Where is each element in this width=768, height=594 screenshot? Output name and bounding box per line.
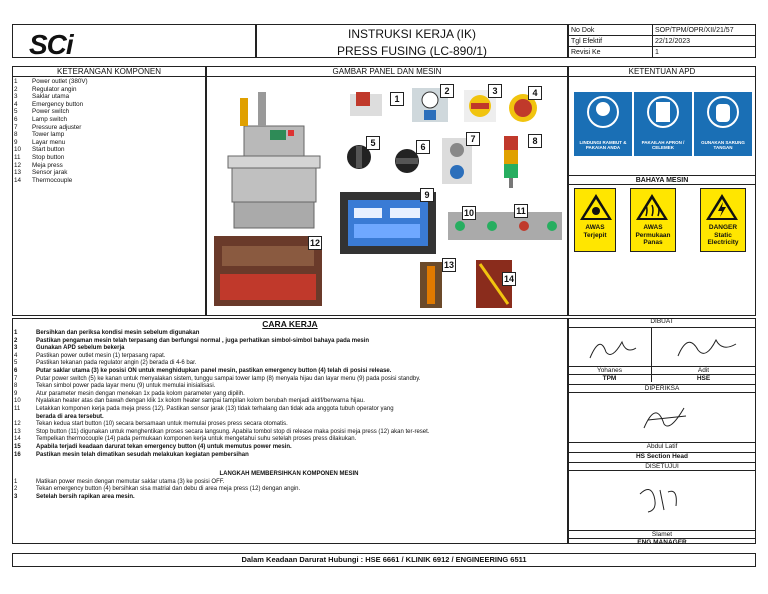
pinch-hazard-icon: [578, 192, 614, 222]
list-item: 6 Lamp switch: [14, 115, 67, 123]
badge-2: 2: [440, 84, 454, 98]
glove-icon: [694, 92, 752, 132]
company-logo: SCi: [29, 29, 73, 60]
list-item: 14 Tempelkan thermocouple (14) pada permukaan komponen kerja untuk mengetahui suhu setelah proses press dilakukan.: [14, 436, 357, 443]
badge-13: 13: [443, 260, 454, 270]
list-item: 3 Setelah bersih rapikan area mesin.: [14, 493, 135, 500]
component-list: [14, 78, 88, 184]
list-item: 5 Power switch: [14, 108, 70, 116]
tower-lamp-photo: [498, 134, 524, 190]
signature-yohanes: [582, 330, 642, 366]
power-outlet-photo: [346, 88, 386, 120]
hot-surface-icon: [634, 192, 670, 222]
list-item: 16 Pastikan mesin telah dimatikan sesudah melakukan kegiatan pembersihan: [14, 451, 249, 458]
doc-info-row: [569, 25, 756, 36]
panel-title: GAMBAR PANEL DAN MESIN: [207, 67, 567, 77]
list-item: 10 Start button: [14, 146, 65, 154]
emergency-contact: Dalam Keadaan Darurat Hubungi : HSE 6661 / KLINIK 6912 / ENGINEERING 6511: [12, 553, 756, 567]
hazard-label: AWAS Permukaan Panas: [635, 224, 671, 246]
badge-5: 5: [366, 136, 380, 150]
doc-info-label: No Dok: [569, 25, 653, 36]
list-item: 12 Meja press: [14, 161, 63, 169]
hazard-electric: [700, 188, 746, 252]
badge-4: 4: [528, 86, 542, 100]
list-item: 3 Saklar utama: [14, 93, 70, 101]
doc-info-label: Revisi Ke: [569, 47, 653, 58]
signature-abdul-latif: [634, 398, 694, 438]
apd-label: PAKAILAH APRON / CELEMEK: [641, 140, 685, 150]
approved-title: DISETUJUI: [568, 462, 756, 471]
signature-adit: [672, 330, 742, 366]
list-item: 8 Tower lamp: [14, 131, 65, 139]
apron-icon: [634, 92, 692, 132]
signer-name: Yohanes: [568, 366, 651, 374]
list-item: 4 Pastikan power outlet mesin (1) terpasang rapat.: [14, 352, 166, 359]
list-item: 2 Pastikan pengaman mesin telah terpasang dan berfungsi normal , juga perhatikan simbol-simbol bahaya pada mesin: [14, 337, 370, 344]
hazard-title: BAHAYA MESIN: [569, 175, 755, 185]
steps-list: [14, 330, 564, 501]
hair-protection-icon: [574, 92, 632, 132]
doc-info-value: SOP/TPM/OPR/XII/21/57: [653, 25, 756, 36]
badge-14: 14: [503, 274, 514, 284]
list-item: 4 Emergency button: [14, 100, 84, 108]
logo-cell: [12, 24, 256, 58]
apd-label: GUNAKAN SARUNG TANGAN: [701, 140, 745, 150]
badge-12: 12: [309, 238, 320, 248]
list-item: 11 Stop button: [14, 153, 65, 161]
doc-title: INSTRUKSI KERJA (IK): [347, 27, 477, 41]
signer-role: HS Section Head: [568, 452, 756, 460]
list-item: 9 Layar menu: [14, 138, 66, 146]
machine-title: PRESS FUSING (LC-890/1): [336, 44, 488, 58]
doc-info-label: Tgl Efektif: [569, 36, 653, 47]
made-title: DIBUAT: [568, 318, 756, 328]
list-item: 5 Pastikan tekanan pada regulator angin (2) berada di 4-6 bar.: [14, 360, 197, 367]
doc-info-value: 1: [653, 47, 756, 58]
distance-sensor-photo: [420, 262, 442, 308]
signer-role: HSE: [651, 374, 756, 382]
list-item: 8 Tekan simbol power pada layar menu (9) untuk memulai inisialisasi.: [14, 383, 216, 390]
press-table-photo: [214, 236, 322, 306]
signer-role: TPM: [568, 374, 651, 382]
machine-photo: [214, 86, 324, 236]
apd-card-glove: [694, 92, 752, 156]
apd-card-apron: [634, 92, 692, 156]
signer-name: Abdul Latif: [568, 442, 756, 450]
list-item: 12 Tekan kedua start button (10) secara bersamaan untuk memulai proses press secara otomatis.: [14, 421, 288, 428]
list-item: 1 Matikan power mesin dengan memutar saklar utama (3) ke posisi OFF.: [14, 478, 225, 485]
list-item: 11 Letakkan komponen kerja pada meja press (12). Pastikan sensor jarak (13) tidak terhalang dan tidak ada anggota tubuh operator yang: [14, 405, 394, 412]
list-item: 2 Regulator angin: [14, 85, 77, 93]
list-item: 7 Pressure adjuster: [14, 123, 82, 131]
components-title: KETERANGAN KOMPONEN: [13, 67, 205, 77]
doc-info-row: [569, 47, 756, 58]
apd-card-hair: [574, 92, 632, 156]
apd-label: LINDUNGI RAMBUT & PAKAIAN ANDA: [579, 140, 627, 150]
signer-name: Slamet: [568, 530, 756, 538]
list-item: 9 Atur parameter mesin dengan menekan 1x pada kolom parameter yang dipilih.: [14, 390, 245, 397]
badge-8: 8: [528, 134, 542, 148]
badge-6: 6: [416, 140, 430, 154]
hazard-pinch: [574, 188, 616, 252]
title-cell: [256, 24, 568, 58]
list-item: 14 Thermocouple: [14, 176, 73, 184]
electric-hazard-icon: [704, 192, 740, 222]
steps-title: CARA KERJA: [262, 319, 318, 329]
badge-7: 7: [466, 132, 480, 146]
list-item: 15 Apabila terjadi keadaan darurat tekan emergency button (4) untuk memutus power mesin.: [14, 443, 292, 450]
list-item: 1 Power outlet (380V): [14, 78, 88, 85]
list-item: 2 Tekan emergency button (4) bersihkan sisa matrial dan debu di area meja press (12) dengan angin.: [14, 486, 301, 493]
badge-3: 3: [488, 84, 502, 98]
hazard-label: DANGER Static Electricity: [707, 224, 739, 246]
doc-info-value: 22/12/2023: [653, 36, 756, 47]
list-item: 1 Bersihkan dan periksa kondisi mesin sebelum digunakan: [14, 330, 200, 336]
list-item: 7 Putar power switch (5) ke kanan untuk menyalakan sistem, tunggu sampai tower lamp (8) menyala hijau dan layar menu (9) pada posisi standby.: [14, 375, 421, 382]
badge-1: 1: [390, 92, 404, 106]
list-item: 13 Sensor jarak: [14, 169, 68, 177]
shutdown-title: LANGKAH MEMBERSIHKAN KOMPONEN MESIN: [219, 471, 359, 478]
doc-info-table: [568, 24, 756, 58]
list-item: 13 Stop button (11) digunakan untuk menghentikan proses secara langsung. Apabila tombol stop di release maka posisi meja press (12) akan ter-reset.: [14, 428, 430, 435]
badge-10: 10: [463, 208, 474, 218]
hazard-hot-surface: [630, 188, 676, 252]
badge-9: 9: [420, 188, 434, 202]
signer-name: Adit: [651, 366, 756, 374]
list-item: berada di area tersebut.: [36, 413, 104, 420]
hazard-label: AWAS Terjepit: [583, 224, 607, 239]
checked-title: DIPERIKSA: [568, 384, 756, 393]
signature-slamet: [630, 480, 690, 520]
apd-title: KETENTUAN APD: [569, 67, 755, 77]
list-item: 3 Gunakan APD sebelum bekerja: [14, 345, 125, 352]
doc-info-row: [569, 36, 756, 47]
signer-role: ENG MANAGER: [568, 538, 756, 546]
badge-11: 11: [514, 204, 528, 218]
list-item: 10 Nyalakan heater atas dan bawah dengan klik 1x kolom heater sampai tampilan kolom berubah menjadi aktif/berwarna hijau.: [14, 398, 365, 405]
list-item: 6 Putar saklar utama (3) ke posisi ON untuk menghidupkan panel mesin, pastikan emergency button (4) telah di posisi release.: [14, 367, 392, 374]
